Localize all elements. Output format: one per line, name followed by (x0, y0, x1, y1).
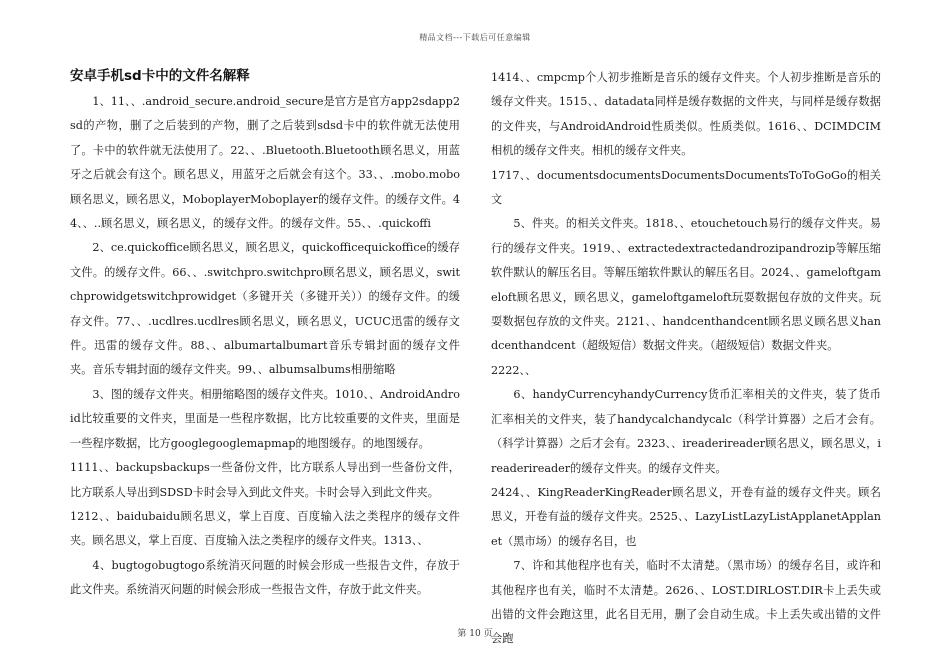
page-header: 精品文档---下载后可任意编辑 (419, 33, 531, 42)
paragraph: 6、handyCurrencyhandyCurrency货币汇率相关的文件夹，装了货币汇率相关的文件夹，装了handycalchandycalc（科学计算器）之后才会有。（科学计算器）之后才会有。2323、、ireaderireader顾名思义，顾名思义，ireaderireader的缓存文件夹。的缓存文件夹。 (491, 388, 881, 475)
paragraph: 7、许和其他程序也有关，临时不太清楚。（黑市场）的缓存名目，或许和其他程序也有关，临时不太清楚。2626、、LOST.DIRLOST.DIR卡上丢失或出错的文件会跑这里，此名目无用，删了会自动生成。卡上丢失或出错的文件会跑 (491, 559, 881, 646)
paragraph: 2222、、 (491, 363, 537, 377)
paragraph: 2424、、KingReaderKingReader顾名思义，开卷有益的缓存文件夹。顾名思义，开卷有益的缓存文件夹。2525、、LazyListLazyListApplanetApplanet（黑市场）的缓存名目，也 (491, 485, 881, 548)
document-title: 安卓手机sd卡中的文件名解释 (70, 68, 250, 84)
left-column (70, 66, 460, 603)
paragraph: 1414、、cmpcmp个人初步推断是音乐的缓存文件夹。个人初步推断是音乐的缓存文件夹。1515、、datadata同样是缓存数据的文件夹，与同样是缓存数据的文件夹，与AndroidAndroid性质类似。性质类似。1616、、DCIMDCIM相机的缓存文件夹。相机的缓存文件夹。 (491, 71, 881, 158)
paragraph: 1212、、baidubaidu顾名思义，掌上百度、百度输入法之类程序的缓存文件夹。顾名思义，掌上百度、百度输入法之类程序的缓存文件夹。1313、、 (70, 509, 460, 548)
paragraph: 4、bugtogobugtogo系统消灭问题的时候会形成一些报告文件，存放于此文件夹。系统消灭问题的时候会形成一些报告文件，存放于此文件夹。 (70, 558, 460, 597)
paragraph: 1717、、documentsdocumentsDocumentsDocumentsToToGoGo的相关文 (491, 168, 881, 207)
page-number: 第 10 页 (457, 629, 493, 639)
paragraph: 5、件夹。的相关文件夹。1818、、etouchetouch易行的缓存文件夹。易行的缓存文件夹。1919、、extractedextractedandrozipandrozip等解压缩软件默认的解压名目。等解压缩软件默认的解压名目。2024、、gameloftgameloft顾名思义，顾名思义，gameloftgameloft玩耍数据包存放的文件夹。玩耍数据包存放的文件夹。2121、、handcenthandcent顾名思义顾名思义handcenthandcent（超级短信）数据文件夹。（超级短信）数据文件夹。 (491, 217, 881, 353)
paragraph: 2、ce.quickoffice顾名思义，顾名思义，quickofficequickoffice的缓存文件。的缓存文件。66、、.switchpro.switchpro顾名思义，顾名思义，switchprowidgetswitchprowidget（多键开关（多键开关））的缓存文件。的缓存文件。77、、.ucdlres.ucdlres顾名思义，顾名思义，UCUC迅雷的缓存文件。迅雷的缓存文件。88、、albumartalbumart音乐专辑封面的缓存文件夹。音乐专辑封面的缓存文件夹。99、、albumsalbums相册缩略 (70, 241, 460, 377)
right-column (491, 66, 881, 652)
paragraph: 3、图的缓存文件夹。相册缩略图的缓存文件夹。1010、、AndroidAndroid比较重要的文件夹，里面是一些程序数据，比方比较重要的文件夹，里面是一些程序数据，比方googlegooglemapmap的地图缓存。的地图缓存。 (70, 387, 460, 450)
paragraph: 1、11、、.android_secure.android_secure是官方是官方app2sdapp2sd的产物，删了之后装到的产物，删了之后装到sdsd卡中的软件就无法使用了。卡中的软件就无法使用了。22、、.Bluetooth.Bluetooth顾名思义，用蓝牙之后就会有这个。顾名思义，用蓝牙之后就会有这个。33、、.mobo.mobo顾名思义，顾名思义，MoboplayerMoboplayer的缓存文件。的缓存文件。44、、..顾名思义，顾名思义，的缓存文件。的缓存文件。55、、.quickoffi (70, 95, 460, 231)
paragraph: 1111、、backupsbackups一些备份文件，比方联系人导出到一些备份文件，比方联系人导出到SDSD卡时会导入到此文件夹。卡时会导入到此文件夹。 (70, 461, 460, 499)
